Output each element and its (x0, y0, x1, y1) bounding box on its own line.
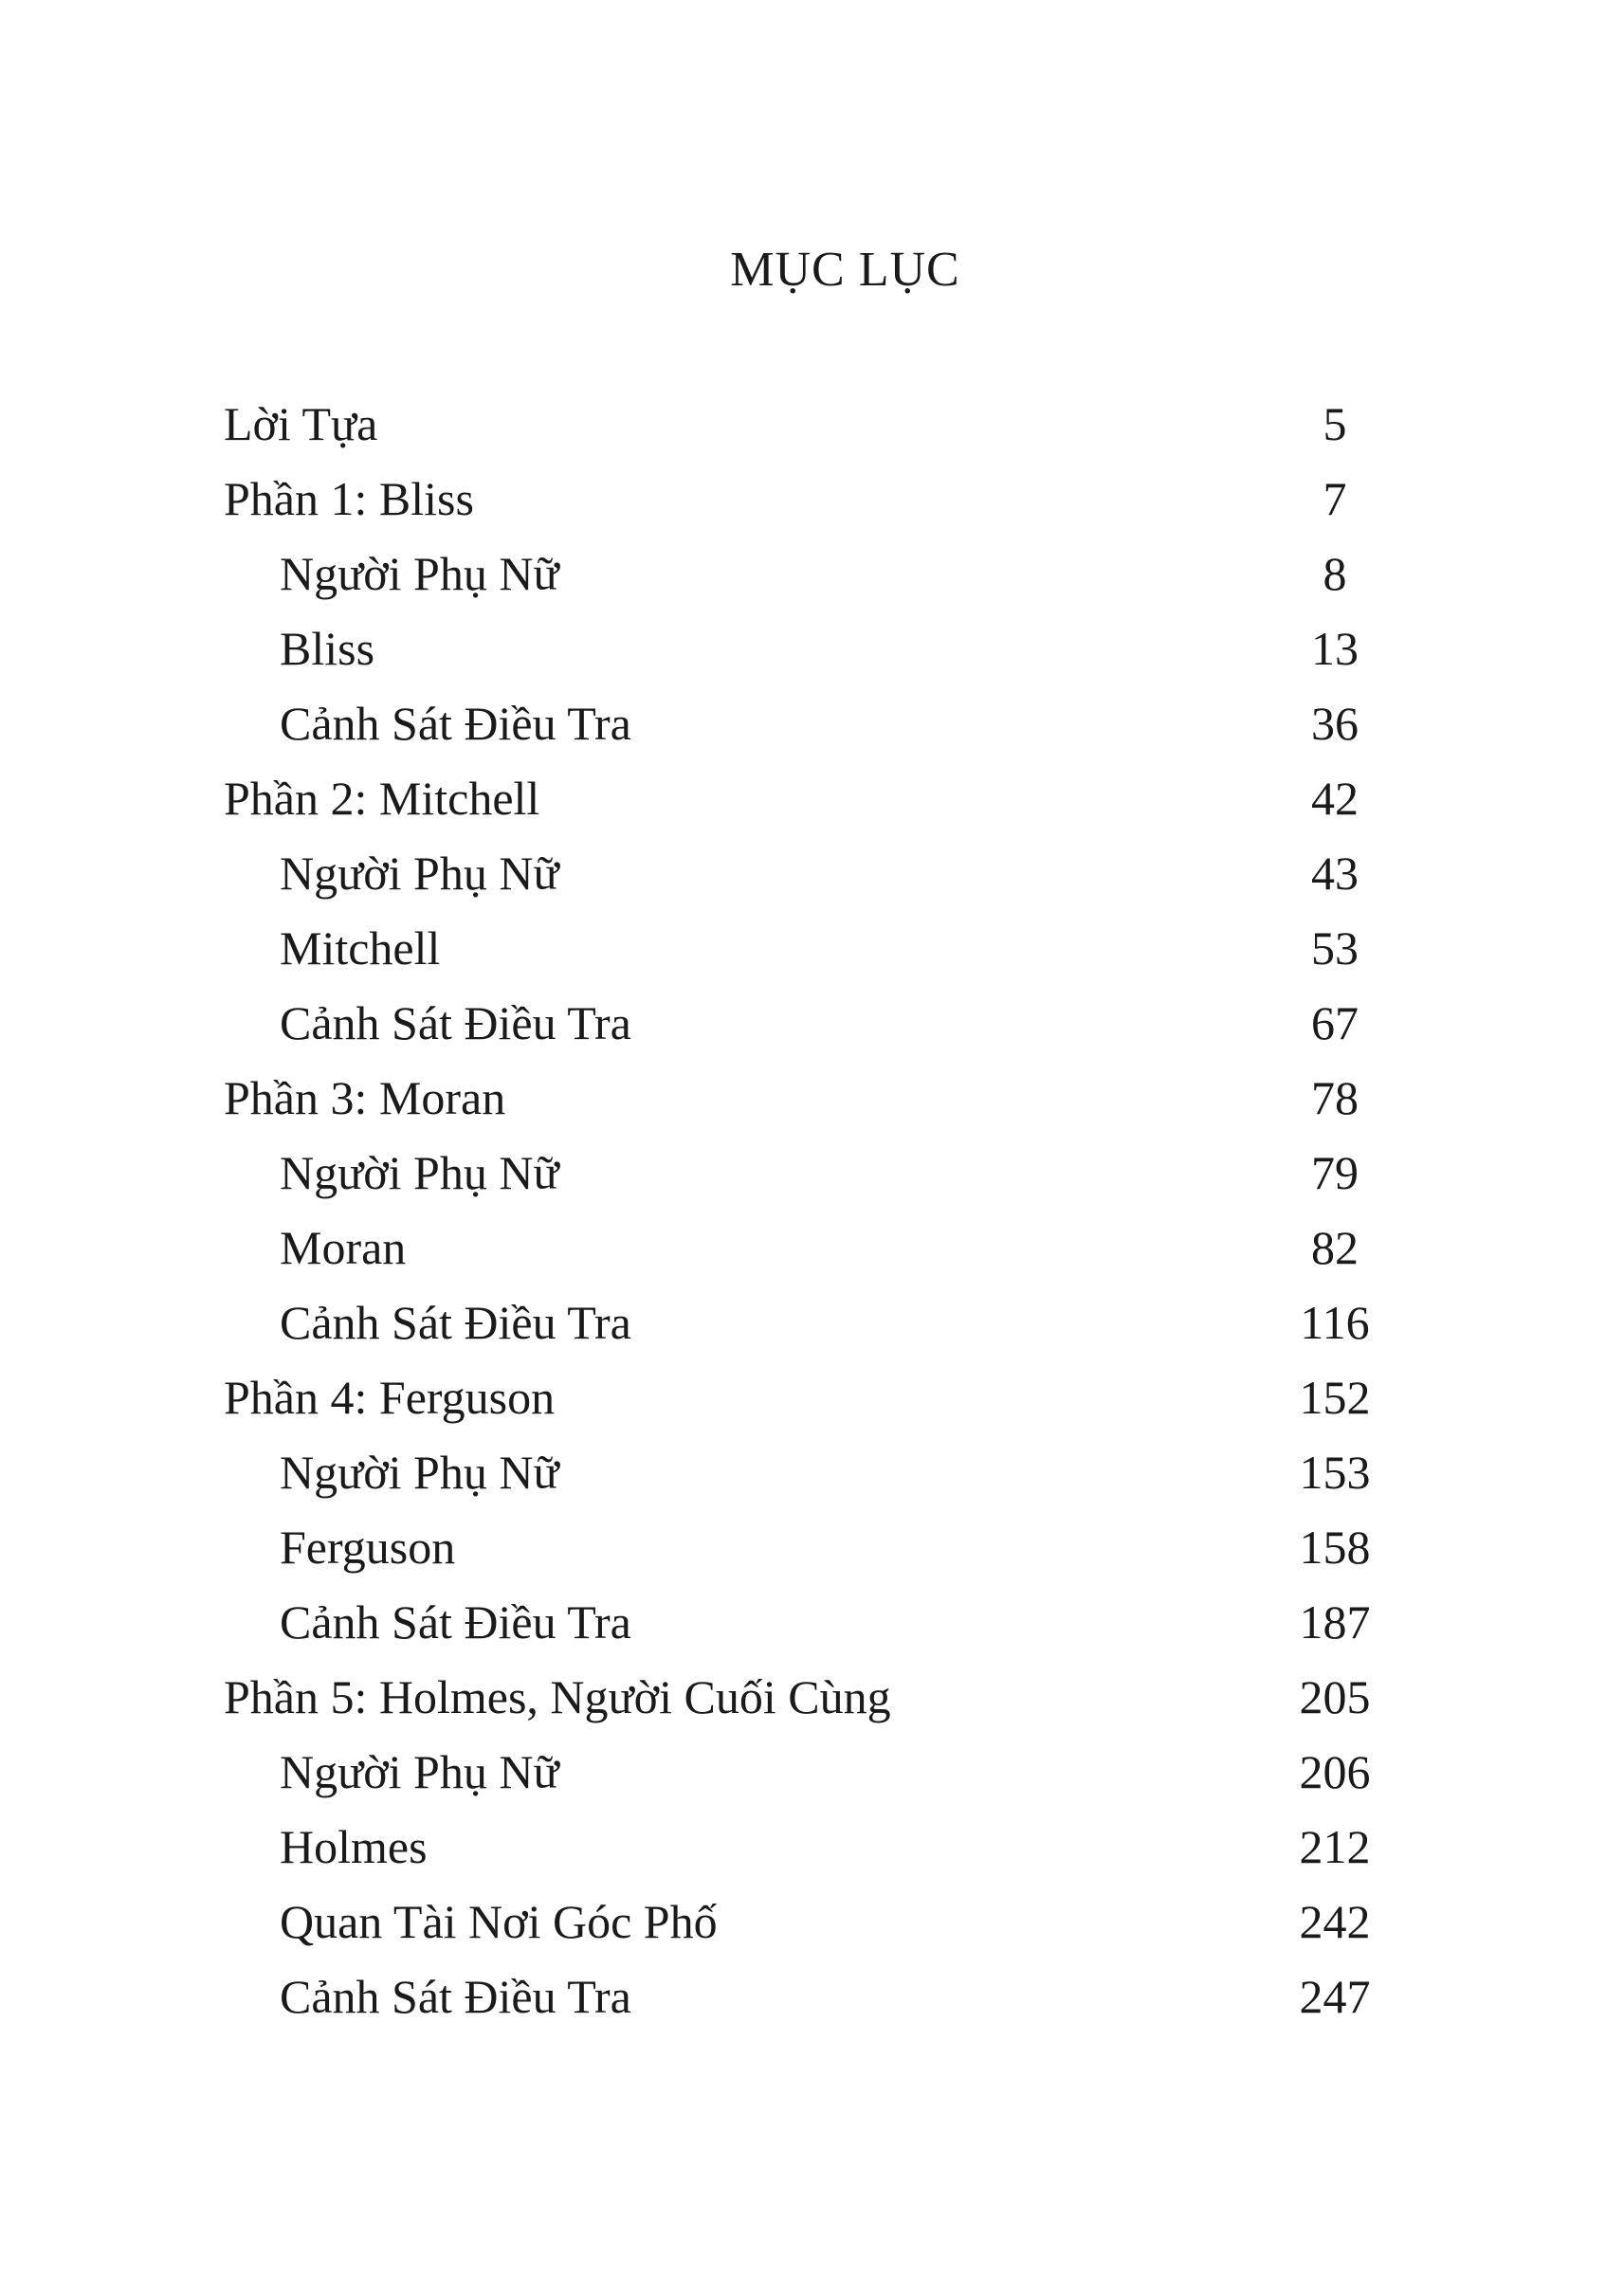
toc-entry-label: Quan Tài Nơi Góc Phố (280, 1895, 718, 1948)
toc-page-number: 78 (1311, 1071, 1359, 1124)
toc-page-number: 67 (1311, 996, 1359, 1049)
toc-subentry (224, 911, 1392, 986)
toc-subentry (224, 1435, 1392, 1510)
toc-page-number: 206 (1299, 1745, 1371, 1798)
toc-page-number: 53 (1311, 921, 1359, 975)
toc-entry-label: Lời Tựa (224, 397, 378, 450)
toc-entry-label: Ferguson (280, 1521, 456, 1574)
toc-subentry (224, 686, 1392, 761)
toc-entry-label: Cảnh Sát Điều Tra (280, 996, 631, 1049)
toc-page-number: 7 (1323, 472, 1347, 525)
toc-entry (224, 1360, 1392, 1435)
toc-entry-label: Moran (280, 1221, 407, 1274)
toc-entry-label: Phần 3: Moran (224, 1071, 506, 1124)
toc-entry-label: Người Phụ Nữ (280, 1446, 559, 1499)
toc-subentry (224, 1136, 1392, 1211)
toc-entry-label: Cảnh Sát Điều Tra (280, 1296, 631, 1349)
toc-page-number: 158 (1299, 1521, 1371, 1574)
toc-page-number: 42 (1311, 772, 1359, 825)
toc-subentry (224, 611, 1392, 686)
toc-page-number: 8 (1323, 547, 1347, 600)
toc-page-number: 247 (1299, 1970, 1371, 2023)
page-title: MỤC LỤC (730, 243, 960, 297)
toc-entry (224, 1660, 1392, 1735)
toc-page-number: 79 (1311, 1146, 1359, 1199)
toc-entry-label: Phần 5: Holmes, Người Cuối Cùng (224, 1670, 891, 1723)
toc-page-number: 116 (1300, 1296, 1370, 1349)
toc-subentry (224, 1959, 1392, 2034)
toc-page-number: 5 (1323, 397, 1347, 450)
toc-subentry (224, 836, 1392, 911)
toc-entry-label: Bliss (280, 622, 375, 675)
toc-subentry (224, 1211, 1392, 1285)
toc-subentry (224, 1810, 1392, 1885)
toc-entry-label: Phần 1: Bliss (224, 472, 474, 525)
toc-entry-label: Cảnh Sát Điều Tra (280, 1970, 631, 2023)
toc-page-number: 13 (1311, 622, 1359, 675)
toc-page-number: 242 (1299, 1895, 1371, 1948)
table-of-contents (224, 387, 1392, 2034)
toc-entry-label: Người Phụ Nữ (280, 1745, 559, 1798)
toc-entry-label: Người Phụ Nữ (280, 847, 559, 900)
toc-entry (224, 1061, 1392, 1136)
toc-page-number: 82 (1311, 1221, 1359, 1274)
toc-subentry (224, 1285, 1392, 1360)
toc-page-number: 152 (1299, 1371, 1371, 1424)
toc-subentry (224, 1735, 1392, 1810)
toc-entry (224, 387, 1392, 462)
toc-page-number: 187 (1299, 1595, 1371, 1649)
toc-entry-label: Phần 4: Ferguson (224, 1371, 556, 1424)
toc-page-number: 43 (1311, 847, 1359, 900)
toc-page-number: 205 (1299, 1670, 1371, 1723)
toc-entry-label: Người Phụ Nữ (280, 1146, 559, 1199)
toc-subentry (224, 986, 1392, 1061)
toc-subentry (224, 1510, 1392, 1585)
toc-entry-label: Cảnh Sát Điều Tra (280, 1595, 631, 1649)
toc-entry-label: Mitchell (280, 921, 441, 975)
toc-page-number: 36 (1311, 697, 1359, 750)
toc-entry (224, 761, 1392, 836)
toc-entry-label: Cảnh Sát Điều Tra (280, 697, 631, 750)
toc-entry-label: Phần 2: Mitchell (224, 772, 540, 825)
toc-subentry (224, 1885, 1392, 1959)
toc-subentry (224, 537, 1392, 611)
toc-page-number: 153 (1299, 1446, 1371, 1499)
toc-entry (224, 462, 1392, 537)
toc-page-number: 212 (1299, 1820, 1371, 1873)
toc-entry-label: Người Phụ Nữ (280, 547, 559, 600)
toc-entry-label: Holmes (280, 1820, 428, 1873)
toc-subentry (224, 1585, 1392, 1660)
